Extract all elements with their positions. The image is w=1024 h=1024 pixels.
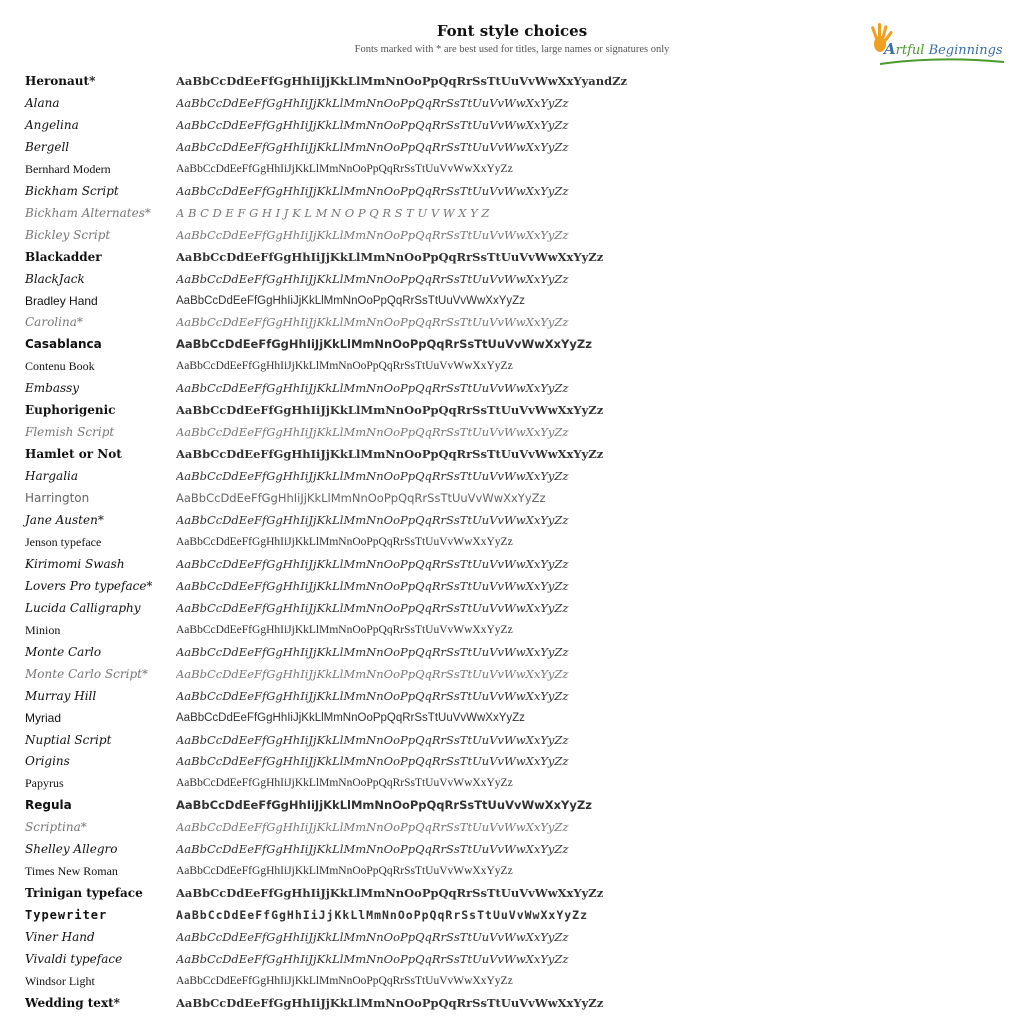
font-row [0,465,1024,487]
font-name: Vivaldi typeface [25,952,123,966]
font-sample: AaBbCcDdEeFfGgHhIiJjKkLlMmNnOoPpQqRrSsTtUuVvWwXxYyandZz [176,74,628,88]
font-name: Lucida Calligraphy [25,600,141,615]
page-title: Font style choices [436,22,588,40]
font-sample: AaBbCcDdEeFfGgHhIiJjKkLlMmNnOoPpQqRrSsTtUuVvWwXxYyZz [176,294,525,307]
font-name: Minion [25,622,61,637]
font-sample: AaBbCcDdEeFfGgHhIiJjKkLlMmNnOoPpQqRrSsTtUuVvWwXxYyZz [176,908,589,923]
font-sample: AaBbCcDdEeFfGgHhIiJjKkLlMmNnOoPpQqRrSsTtUuVvWwXxYyZz [176,360,513,373]
font-sample: AaBbCcDdEeFfGgHhIiJjKkLlMmNnOoPpQqRrSsTtUuVvWwXxYyZz [176,469,569,484]
font-name: Bergell [25,139,70,154]
font-row [0,663,1024,685]
font-row [0,707,1024,729]
font-sample: AaBbCcDdEeFfGgHhIiJjKkLlMmNnOoPpQqRrSsTtUuVvWwXxYyZz [176,623,513,636]
font-name: Jenson typeface [25,534,102,549]
font-row [0,268,1024,290]
font-row [0,970,1024,992]
font-name: Angelina [25,117,79,132]
font-sample: AaBbCcDdEeFfGgHhIiJjKkLlMmNnOoPpQqRrSsTtUuVvWwXxYyZz [176,995,604,1010]
font-name: Hamlet or Not [25,447,122,462]
swoosh-icon [878,58,1008,68]
font-sample: AaBbCcDdEeFfGgHhIiJjKkLlMmNnOoPpQqRrSsTtUuVvWwXxYyZz [176,842,569,857]
font-sample: AaBbCcDdEeFfGgHhIiJjKkLlMmNnOoPpQqRrSsTtUuVvWwXxYyZz [176,666,569,681]
font-sample: AaBbCcDdEeFfGgHhIiJjKkLlMmNnOoPpQqRrSsTtUuVvWwXxYyZz [176,403,604,418]
font-name: Carolina* [25,315,83,330]
logo-word-artful: rtful [895,43,925,58]
font-sample: AaBbCcDdEeFfGgHhIiJjKkLlMmNnOoPpQqRrSsTtUuVvWwXxYyZz [176,930,569,945]
font-row [0,70,1024,92]
font-name: Regula [25,798,72,813]
font-sample: AaBbCcDdEeFfGgHhIiJjKkLlMmNnOoPpQqRrSsTtUuVvWwXxYyZz [176,249,604,264]
font-row [0,421,1024,443]
font-sample: AaBbCcDdEeFfGgHhIiJjKkLlMmNnOoPpQqRrSsTtUuVvWwXxYyZz [176,732,569,747]
font-sample: AaBbCcDdEeFfGgHhIiJjKkLlMmNnOoPpQqRrSsTtUuVvWwXxYyZz [176,425,569,440]
font-row [0,838,1024,860]
font-name: Origins [25,754,70,769]
font-row [0,816,1024,838]
font-sample: AaBbCcDdEeFfGgHhIiJjKkLlMmNnOoPpQqRrSsTtUuVvWwXxYyZz [176,754,569,769]
font-row [0,926,1024,948]
font-name: Monte Carlo Script* [25,666,148,681]
artful-beginnings-logo [870,22,1003,70]
font-name: Bickham Alternates* [25,205,151,220]
font-name: Flemish Script [25,425,115,440]
font-name: Bickley Script [25,227,111,242]
font-sample: AaBbCcDdEeFfGgHhIiJjKkLlMmNnOoPpQqRrSsTtUuVvWwXxYyZz [176,711,525,724]
font-row [0,904,1024,926]
font-row [0,114,1024,136]
font-sample: AaBbCcDdEeFfGgHhIiJjKkLlMmNnOoPpQqRrSsTtUuVvWwXxYyZz [176,974,513,987]
font-name: Windsor Light [25,973,95,988]
font-sample: AaBbCcDdEeFfGgHhIiJjKkLlMmNnOoPpQqRrSsTtUuVvWwXxYyZz [176,865,513,878]
font-row [0,992,1024,1014]
font-row [0,948,1024,970]
font-name: Papyrus [25,776,64,791]
font-name: Euphorigenic [25,403,116,418]
font-name: Nuptial Script [25,732,112,747]
font-name: Hargalia [25,469,79,484]
font-sample: AaBbCcDdEeFfGgHhIiJjKkLlMmNnOoPpQqRrSsTtUuVvWwXxYyZz [176,886,604,901]
font-sample: AaBbCcDdEeFfGgHhIiJjKkLlMmNnOoPpQqRrSsTtUuVvWwXxYyZz [176,952,569,966]
font-sample: AaBbCcDdEeFfGgHhIiJjKkLlMmNnOoPpQqRrSsTtUuVvWwXxYyZz [176,535,513,548]
font-name: Typewriter [25,908,108,923]
font-sample: AaBbCcDdEeFfGgHhIiJjKkLlMmNnOoPpQqRrSsTtUuVvWwXxYyZz [176,777,513,790]
font-name: Bradley Hand [25,293,98,308]
font-sample: AaBbCcDdEeFfGgHhIiJjKkLlMmNnOoPpQqRrSsTtUuVvWwXxYyZz [176,491,546,506]
font-sample: AaBbCcDdEeFfGgHhIiJjKkLlMmNnOoPpQqRrSsTtUuVvWwXxYyZz [176,578,569,593]
font-row [0,158,1024,180]
font-sample: AaBbCcDdEeFfGgHhIiJjKkLlMmNnOoPpQqRrSsTtUuVvWwXxYyZz [176,513,569,527]
font-sample: AaBbCcDdEeFfGgHhIiJjKkLlMmNnOoPpQqRrSsTtUuVvWwXxYyZz [176,688,569,703]
font-row [0,180,1024,202]
font-row [0,333,1024,355]
font-row [0,794,1024,816]
font-name: Harrington [25,491,90,506]
font-row [0,509,1024,531]
font-row [0,377,1024,399]
font-row [0,202,1024,224]
font-row [0,860,1024,882]
font-row [0,619,1024,641]
font-row [0,487,1024,509]
font-name: Monte Carlo [25,644,102,659]
font-row [0,290,1024,312]
font-row [0,750,1024,772]
font-name: Kirimomi Swash [25,556,125,571]
font-row [0,597,1024,619]
font-name: Trinigan typeface [25,886,143,901]
font-name: Blackadder [25,249,102,264]
font-name: BlackJack [25,271,85,286]
font-sample: AaBbCcDdEeFfGgHhIiJjKkLlMmNnOoPpQqRrSsTtUuVvWwXxYyZz [176,337,592,352]
font-sample: AaBbCcDdEeFfGgHhIiJjKkLlMmNnOoPpQqRrSsTtUuVvWwXxYyZz [176,556,569,571]
font-sample: AaBbCcDdEeFfGgHhIiJjKkLlMmNnOoPpQqRrSsTtUuVvWwXxYyZz [176,798,592,813]
font-name: Contenu Book [25,359,95,374]
font-name: Jane Austen* [25,513,104,527]
font-row [0,443,1024,465]
font-row [0,224,1024,246]
font-name: Times New Roman [25,864,118,879]
page-subtitle: Fonts marked with * are best used for titles, large names or signatures only [354,44,670,55]
font-name: Myriad [25,710,62,725]
font-row [0,355,1024,377]
font-name: Bickham Script [25,183,119,198]
font-name: Embassy [25,381,80,396]
font-row [0,553,1024,575]
font-sample: AaBbCcDdEeFfGgHhIiJjKkLlMmNnOoPpQqRrSsTtUuVvWwXxYyZz [176,820,569,835]
font-sample: AaBbCcDdEeFfGgHhIiJjKkLlMmNnOoPpQqRrSsTtUuVvWwXxYyZz [176,644,569,659]
font-sample: AaBbCcDdEeFfGgHhIiJjKkLlMmNnOoPpQqRrSsTtUuVvWwXxYyZz [176,381,569,396]
font-row [0,311,1024,333]
font-row [0,531,1024,553]
font-row [0,772,1024,794]
logo-word-beginnings: Beginnings [928,43,1003,58]
font-sample: AaBbCcDdEeFfGgHhIiJjKkLlMmNnOoPpQqRrSsTtUuVvWwXxYyZz [176,600,569,615]
font-sample: AaBbCcDdEeFfGgHhIiJjKkLlMmNnOoPpQqRrSsTtUuVvWwXxYyZz [176,95,569,110]
font-sample: AaBbCcDdEeFfGgHhIiJjKkLlMmNnOoPpQqRrSsTtUuVvWwXxYyZz [176,117,569,132]
font-row [0,685,1024,707]
font-row [0,246,1024,268]
font-row [0,136,1024,158]
font-sample: AaBbCcDdEeFfGgHhIiJjKkLlMmNnOoPpQqRrSsTtUuVvWwXxYyZz [176,447,604,462]
font-name: Scriptina* [25,820,87,835]
font-sample: A B C D E F G H I J K L M N O P Q R S T U V W X Y Z [176,205,490,220]
font-row [0,641,1024,663]
font-row [0,575,1024,597]
font-sample: AaBbCcDdEeFfGgHhIiJjKkLlMmNnOoPpQqRrSsTtUuVvWwXxYyZz [176,315,569,330]
font-name: Murray Hill [25,688,97,703]
font-name: Viner Hand [25,930,95,945]
font-name: Casablanca [25,337,102,352]
font-sample: AaBbCcDdEeFfGgHhIiJjKkLlMmNnOoPpQqRrSsTtUuVvWwXxYyZz [176,271,569,286]
font-row [0,399,1024,421]
font-name: Heronaut* [25,74,96,88]
font-name: Shelley Allegro [25,842,118,857]
font-sample: AaBbCcDdEeFfGgHhIiJjKkLlMmNnOoPpQqRrSsTtUuVvWwXxYyZz [176,139,569,154]
font-row [0,882,1024,904]
font-row [0,92,1024,114]
font-name: Bernhard Modern [25,161,111,176]
logo-text [884,40,1003,58]
font-sample: AaBbCcDdEeFfGgHhIiJjKkLlMmNnOoPpQqRrSsTtUuVvWwXxYyZz [176,227,569,242]
header [0,0,1024,70]
font-sample: AaBbCcDdEeFfGgHhIiJjKkLlMmNnOoPpQqRrSsTtUuVvWwXxYyZz [176,162,513,175]
font-name: Wedding text* [25,995,120,1010]
font-name: Alana [25,95,60,110]
font-row [0,729,1024,751]
font-name: Lovers Pro typeface* [25,578,153,593]
logo-letter-a: A [884,40,896,58]
font-sample: AaBbCcDdEeFfGgHhIiJjKkLlMmNnOoPpQqRrSsTtUuVvWwXxYyZz [176,183,569,198]
